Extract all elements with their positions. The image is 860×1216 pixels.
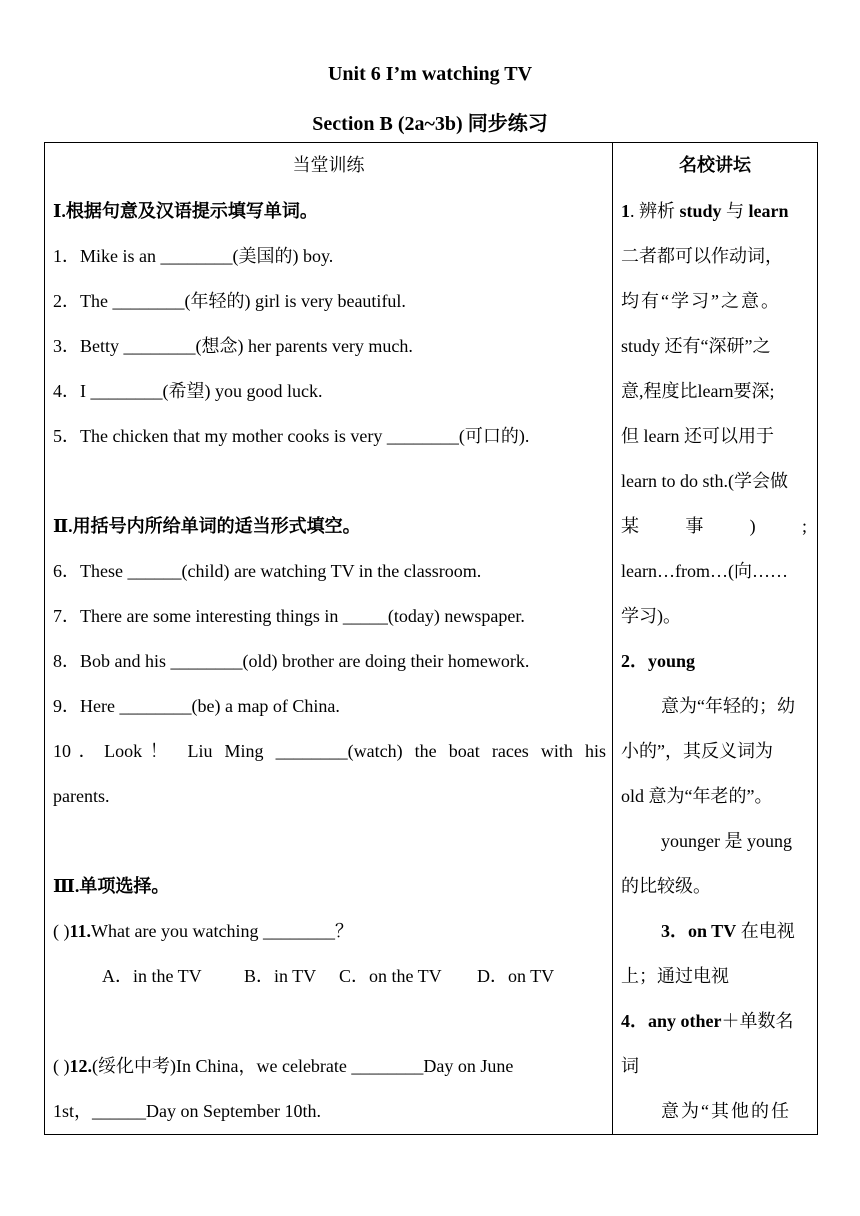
question-4: 4．I ________(希望) you good luck. (53, 381, 323, 401)
document-subtitle: Section B (2a~3b) 同步练习 (312, 113, 548, 135)
note-line: 但 learn 还可以用于 (621, 426, 774, 446)
question-11-text: What are you watching ________？ (91, 921, 353, 941)
note-word: ; (801, 516, 807, 536)
option-d: D．on TV (477, 966, 555, 986)
question-1: 1．Mike is an ________(美国的) boy. (53, 246, 334, 266)
question-12-line2: 1st，______Day on September 10th. (53, 1101, 321, 1121)
note-line: learn…from…(向…… (621, 561, 788, 581)
question-12-line1 (53, 1054, 513, 1078)
option-a: A．in the TV (102, 966, 202, 986)
left-column (45, 143, 613, 1135)
question-11 (53, 919, 353, 943)
note-1-number: 1 (621, 201, 630, 221)
note-1-study: study (679, 201, 722, 221)
note-line: 均有“学习”之意。 (621, 291, 781, 311)
right-column (613, 143, 818, 1135)
document-title: Unit 6 I’m watching TV (327, 63, 533, 85)
section1-title: Ⅰ.根据句意及汉语提示填写单词。 (53, 201, 318, 221)
note-line: 意为“其他的任 (661, 1101, 791, 1121)
question-7: 7．There are some interesting things in _____(today) newspaper. (53, 606, 525, 626)
note-3-phrase: on TV (688, 921, 737, 941)
question-11-options (102, 964, 554, 988)
note-line: study 还有“深研”之 (621, 336, 771, 356)
note-4-rest: ＋单数名 (721, 1011, 794, 1031)
question-12-text: (绥化中考)In China，we celebrate ________Day on June (92, 1056, 514, 1076)
exercise-table (44, 142, 818, 1135)
option-c: C．on the TV (339, 966, 442, 986)
note-1-and: 与 (721, 201, 749, 221)
note-3-title (661, 919, 795, 943)
question-3: 3．Betty ________(想念) her parents very much. (53, 336, 413, 356)
answer-paren-12: ( ) (53, 1056, 70, 1076)
question-10-line1: 10．Look！ Liu Ming ________(watch) the boat races with his (53, 741, 606, 761)
note-3-number: 3． (661, 921, 688, 941)
note-justified-line (621, 514, 807, 538)
question-10-line2: parents. (53, 786, 110, 806)
note-4-title (621, 1009, 794, 1033)
question-12-number: 12. (69, 1056, 92, 1076)
note-line: 意,程度比learn要深; (621, 381, 775, 401)
question-5: 5．The chicken that my mother cooks is very ________(可口的). (53, 426, 530, 446)
note-line: 二者都可以作动词， (621, 246, 783, 266)
note-line: 意为“年轻的；幼 (661, 696, 795, 716)
note-1-label: . 辨析 (630, 201, 680, 221)
note-line: younger 是 young (661, 831, 792, 851)
question-9: 9．Here ________(be) a map of China. (53, 696, 340, 716)
question-6: 6．These ______(child) are watching TV in the classroom. (53, 561, 482, 581)
left-heading: 当堂训练 (292, 155, 365, 175)
section2-title: Ⅱ.用括号内所给单词的适当形式填空。 (53, 516, 361, 536)
right-heading: 名校讲坛 (679, 155, 751, 175)
option-b: B．in TV (244, 966, 317, 986)
note-line: learn to do sth.(学会做 (621, 471, 788, 491)
note-line: old 意为“年老的”。 (621, 786, 773, 806)
note-line: 学习)。 (621, 606, 681, 626)
note-3-meaning: 在电视 (736, 921, 795, 941)
note-line: 小的”，其反义词为 (621, 741, 773, 761)
note-line: 词 (621, 1056, 639, 1076)
question-8: 8．Bob and his ________(old) brother are doing their homework. (53, 651, 530, 671)
note-1-learn: learn (748, 201, 789, 221)
question-2: 2．The ________(年轻的) girl is very beautiful. (53, 291, 406, 311)
note-word: 某 (621, 516, 639, 536)
question-11-number: 11. (69, 921, 92, 941)
note-line: 上；通过电视 (621, 966, 729, 986)
note-word: 事 (685, 516, 704, 536)
answer-paren-11: ( ) (53, 921, 70, 941)
note-line: 的比较级。 (621, 876, 711, 896)
note-word: ) (749, 516, 756, 536)
section3-title: Ⅲ.单项选择。 (53, 876, 170, 896)
note-1-title (621, 199, 789, 223)
note-2-title: 2．young (621, 651, 696, 671)
note-4-phrase: 4．any other (621, 1011, 722, 1031)
